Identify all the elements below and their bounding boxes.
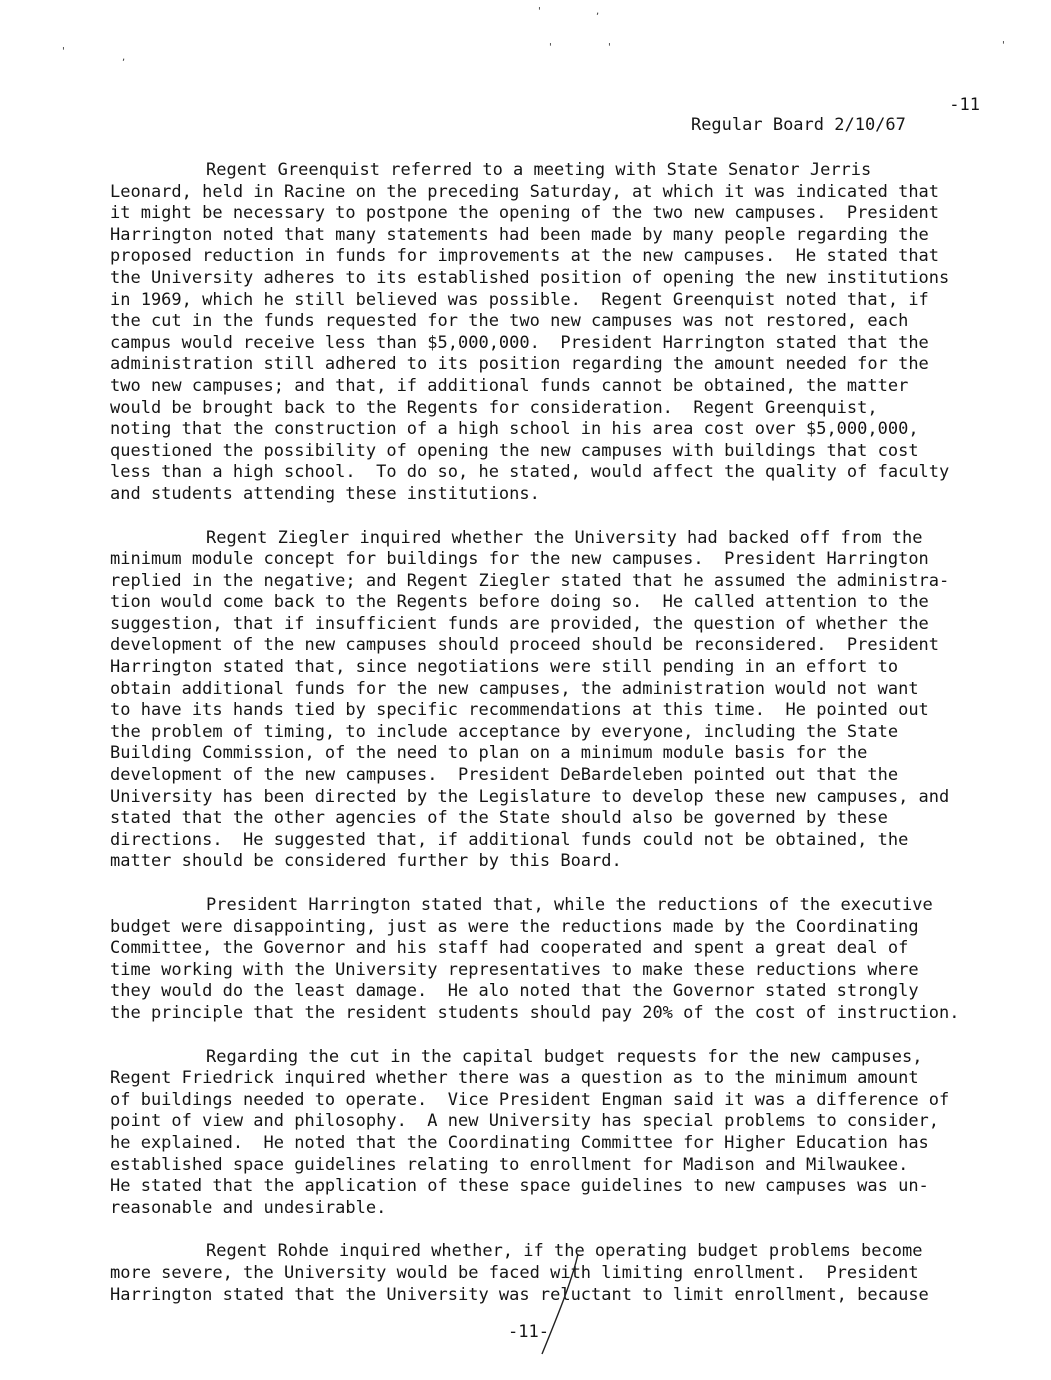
text-line: He stated that the application of these space guidelines to new campuses was un- [110, 1176, 929, 1197]
scan-speck: ' [549, 42, 552, 53]
text-line: University has been directed by the Legislature to develop these new campuses, and [110, 786, 950, 807]
text-line: administration still adhered to its position regarding the amount needed for the [110, 354, 929, 375]
text-line: reasonable and undesirable. [110, 1197, 387, 1218]
text-line: suggestion, that if insufficient funds are provided, the question of whether the [110, 613, 929, 634]
header-page-number: -11 [949, 95, 980, 115]
text-line: the principle that the resident students should pay 20% of the cost of instruction. [110, 1002, 960, 1023]
text-line: Regent Ziegler inquired whether the University had backed off from the [206, 527, 923, 548]
scan-speck: ' [608, 42, 611, 53]
scan-speck: ' [538, 6, 541, 17]
scan-speck: ' [1002, 40, 1005, 51]
text-line: established space guidelines relating to enrollment for Madison and Milwaukee. [110, 1154, 909, 1175]
text-line: Committee, the Governor and his staff had cooperated and spent a great deal of [110, 938, 909, 959]
text-line: they would do the least damage. He alo noted that the Governor stated strongly [110, 981, 919, 1002]
paragraph [110, 528, 990, 874]
text-line: he explained. He noted that the Coordinating Committee for Higher Education has [110, 1132, 929, 1153]
text-line: development of the new campuses should proceed should be reconsidered. President [110, 635, 940, 656]
text-line: President Harrington stated that, while the reductions of the executive [206, 895, 933, 915]
text-line: questioned the possibility of opening the new campuses with buildings that cost [110, 440, 919, 461]
text-line: Harrington stated that the University was reluctant to limit enrollment, because [110, 1284, 929, 1305]
text-line: proposed reduction in funds for improvements at the new campuses. He stated that [110, 246, 940, 267]
text-line: Regent Greenquist referred to a meeting with State Senator Jerris [206, 160, 872, 180]
text-line: the University adheres to its established position of opening the new institutions [110, 267, 950, 288]
text-line: and students attending these institutions. [110, 483, 540, 504]
text-line: Regent Rohde inquired whether, if the operating budget problems become [206, 1241, 923, 1262]
scan-speck: ' [62, 46, 65, 57]
text-line: Leonard, held in Racine on the preceding Saturday, at which it was indicated that [110, 181, 940, 202]
text-line: Harrington noted that many statements had been made by many people regarding the [110, 224, 929, 245]
paragraph [110, 895, 990, 1025]
pen-stroke-mark [520, 1250, 590, 1360]
text-line: replied in the negative; and Regent Ziegler stated that he assumed the administra- [110, 570, 950, 591]
text-line: Regent Friedrick inquired whether there was a question as to the minimum amount [110, 1068, 919, 1089]
text-line: directions. He suggested that, if additional funds could not be obtained, the [110, 829, 909, 850]
text-line: two new campuses; and that, if additional funds cannot be obtained, the matter [110, 375, 909, 396]
paragraph [110, 1047, 990, 1220]
text-line: Harrington stated that, since negotiations were still pending in an effort to [110, 657, 899, 678]
header-title: Regular Board 2/10/67 [690, 115, 906, 135]
document-body [110, 160, 990, 1328]
text-line: budget were disappointing, just as were the reductions made by the Coordinating [110, 916, 919, 937]
text-line: the problem of timing, to include acceptance by everyone, including the State [110, 721, 899, 742]
text-line: matter should be considered further by this Board. [110, 851, 622, 872]
text-line: point of view and philosophy. A new University has special problems to consider, [110, 1111, 940, 1132]
text-line: it might be necessary to postpone the opening of the two new campuses. President [110, 203, 940, 224]
text-line: time working with the University representatives to make these reductions where [110, 959, 919, 980]
text-line: tion would come back to the Regents before doing so. He called attention to the [110, 592, 929, 613]
page-footer-number: -11- [508, 1322, 549, 1342]
text-line: obtain additional funds for the new campuses, the administration would not want [110, 678, 919, 699]
paragraph [110, 160, 990, 506]
text-line: less than a high school. To do so, he stated, would affect the quality of faculty [110, 462, 950, 483]
text-line: Regarding the cut in the capital budget requests for the new campuses, [206, 1046, 923, 1067]
text-line: noting that the construction of a high school in his area cost over $5,000,000, [110, 419, 919, 440]
scan-speck: , [122, 52, 126, 63]
text-line: in 1969, which he still believed was possible. Regent Greenquist noted that, if [110, 289, 929, 310]
text-line: more severe, the University would be faced with limiting enrollment. President [110, 1262, 919, 1283]
text-line: would be brought back to the Regents for consideration. Regent Greenquist, [110, 397, 878, 418]
text-line: minimum module concept for buildings for the new campuses. President Harrington [110, 549, 929, 570]
scan-speck: , [596, 6, 600, 17]
text-line: stated that the other agencies of the State should also be governed by these [110, 808, 888, 829]
text-line: campus would receive less than $5,000,000. President Harrington stated that the [110, 332, 929, 353]
text-line: development of the new campuses. President DeBardeleben pointed out that the [110, 765, 899, 786]
text-line: to have its hands tied by specific recommendations at this time. He pointed out [110, 700, 929, 721]
text-line: of buildings needed to operate. Vice President Engman said it was a difference of [110, 1089, 950, 1110]
text-line: the cut in the funds requested for the two new campuses was not restored, each [110, 311, 909, 332]
text-line: Building Commission, of the need to plan on a minimum module basis for the [110, 743, 868, 764]
